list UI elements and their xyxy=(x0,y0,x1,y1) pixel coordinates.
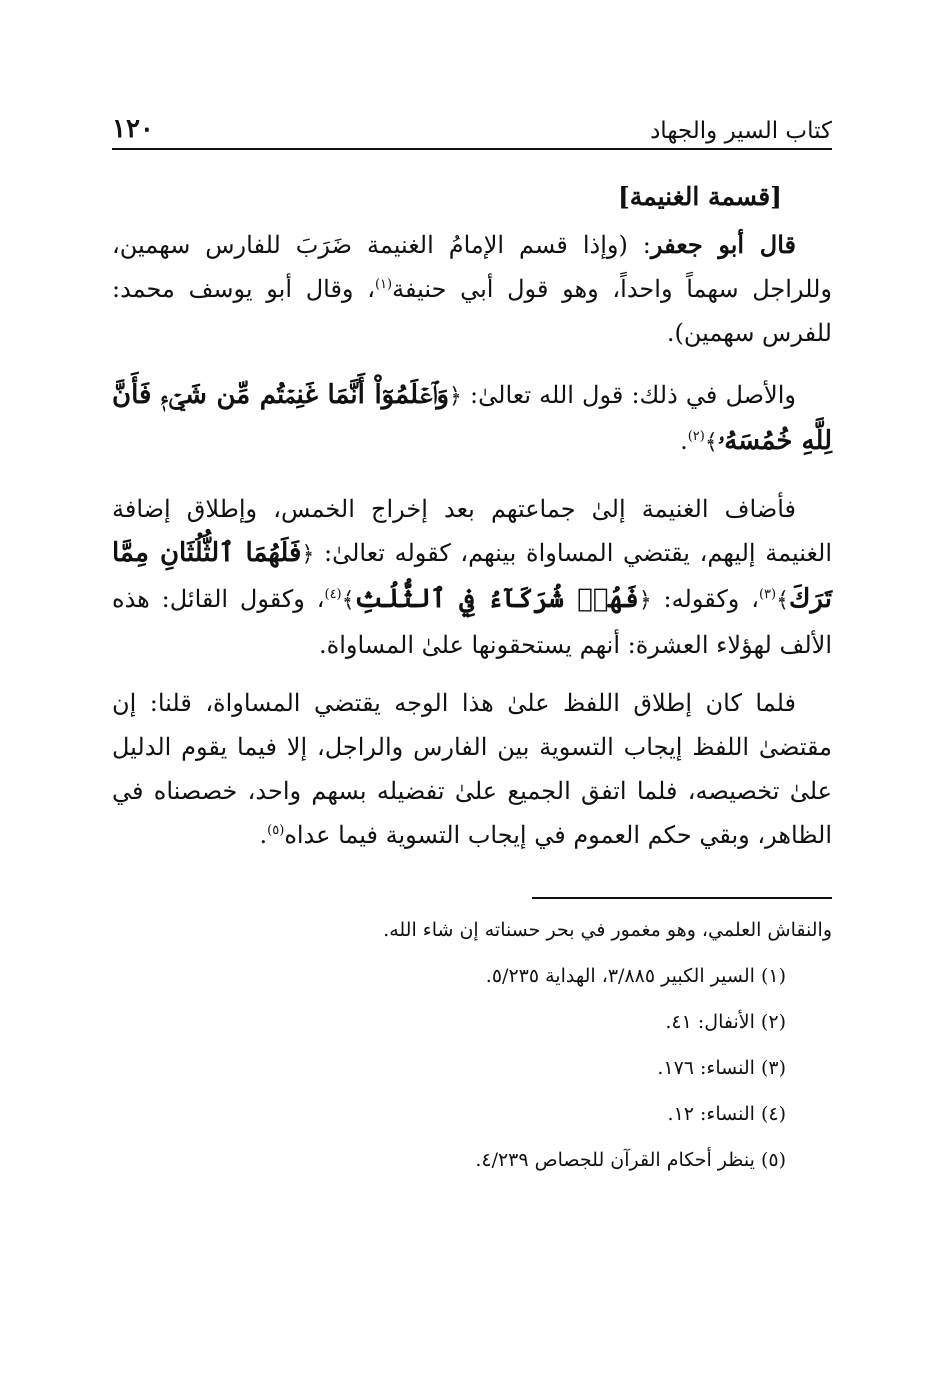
quran-verse-nisa-176: فَلَهُمَا ٱلثُّلُثَانِ مِمَّا تَرَكَ xyxy=(112,538,833,614)
quran-close-bracket: ﴾ xyxy=(341,588,355,613)
footnotes xyxy=(112,907,832,1183)
footnote-ref-3[interactable]: (٣) xyxy=(758,587,777,602)
footnote-divider xyxy=(532,897,832,899)
book-page xyxy=(112,100,832,1183)
quran-close-bracket: ﴾ xyxy=(776,588,789,613)
paragraph-1-lead: قال أبو جعفر xyxy=(650,230,796,259)
paragraph-2-text-a: والأصل في ذلك: قول الله تعالىٰ: xyxy=(461,381,796,409)
paragraph-1-text-a: : (وإذا قسم الإمامُ الغنيمة ضَرَبَ للفارس سهمين، وللراجل سهماً واحداً، وهو قول أبي حنيفة xyxy=(112,231,833,303)
quran-open-bracket: ﴿ xyxy=(301,542,315,567)
paragraph-1-text-b: ، وقال أبو يوسف محمد: للفرس سهمين). xyxy=(112,275,832,347)
footnote-ref-2[interactable]: (٢) xyxy=(687,429,705,444)
paragraph-4 xyxy=(112,681,832,857)
footnote-4: (٤) النساء: ١٢. xyxy=(667,1103,786,1125)
quran-close-bracket: ﴾ xyxy=(704,430,718,455)
quran-open-bracket: ﴿ xyxy=(638,588,652,613)
paragraph-3-text-a: فأضاف الغنيمة إلىٰ جماعتهم بعد إخراج الخمس، وإطلاق إضافة الغنيمة إليهم، يقتضي المساواة بينهم، كقوله تعالىٰ: xyxy=(112,495,832,567)
paragraph-3 xyxy=(112,487,832,667)
footnote-3: (٣) النساء: ١٧٦. xyxy=(657,1057,786,1079)
quran-verse-anfal: وَٱعۡلَمُوٓاْ أَنَّمَا غَنِمۡتُم مِّن شَيۡءٖ فَأَنَّ لِلَّهِ خُمُسَهُۥ xyxy=(112,380,832,456)
paragraph-3-text-b: ، وكقوله: xyxy=(651,585,759,613)
paragraph-3-text-c: ، وكقول القائل: هذه الألف لهؤلاء العشرة: أنهم يستحقونها علىٰ المساواة. xyxy=(112,585,832,659)
footnote-continuation: والنقاش العلمي، وهو مغمور في بحر حسناته إن شاء الله. xyxy=(383,919,832,941)
running-header xyxy=(112,100,832,150)
paragraph-2-end: . xyxy=(680,427,688,455)
paragraph-1 xyxy=(112,223,832,355)
footnote-1: (١) السير الكبير ٣/٨٨٥، الهداية ٥/٢٣٥. xyxy=(485,965,786,987)
paragraph-4-text-a: فلما كان إطلاق اللفظ علىٰ هذا الوجه يقتضي المساواة، قلنا: إن مقتضىٰ اللفظ إيجاب التسوية بين الفارس والراجل، إلا فيما يقوم الدليل علىٰ تخصيصه، فلما اتفق الجميع علىٰ تفضيله بسهم واحد، خصصناه في الظاهر، وبقي حكم العموم في إيجاب التسوية فيما عداه xyxy=(112,689,832,849)
section-heading: [قسمة الغنيمة] xyxy=(617,182,782,211)
footnote-ref-4[interactable]: (٤) xyxy=(324,587,342,602)
footnote-ref-5[interactable]: (٥) xyxy=(267,823,285,838)
footnote-5: (٥) ينظر أحكام القرآن للجصاص ٤/٢٣٩. xyxy=(475,1149,786,1171)
quran-verse-nisa-12: فَهُمۡ شُرَكَآءُ فِي ٱلثُّلُثِ xyxy=(354,584,639,614)
quran-open-bracket: ﴿ xyxy=(449,384,462,409)
paragraph-2 xyxy=(112,373,832,465)
paragraph-4-end: . xyxy=(259,821,268,849)
header-title: كتاب السير والجهاد xyxy=(650,118,832,144)
footnote-2: (٢) الأنفال: ٤١. xyxy=(665,1011,786,1033)
page-number: ١٢٠ xyxy=(112,114,154,144)
footnote-ref-1[interactable]: (١) xyxy=(374,277,393,292)
